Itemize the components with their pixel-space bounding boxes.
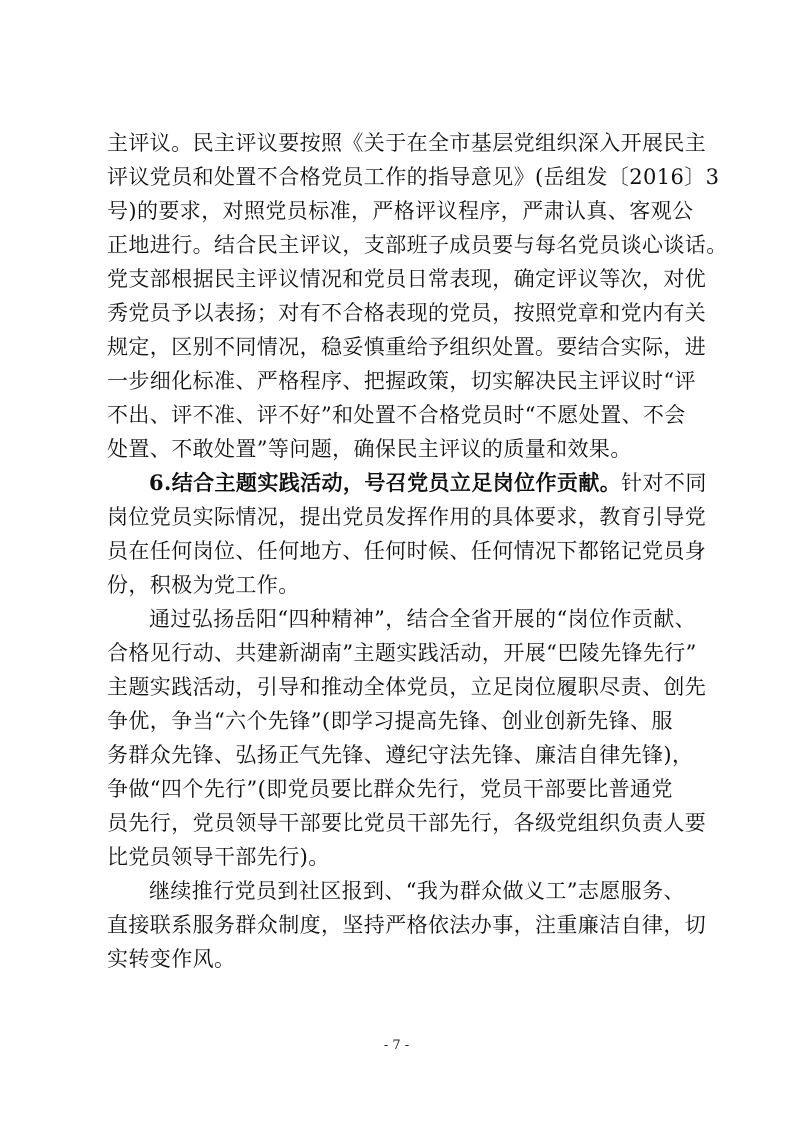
text-line: 员在任何岗位、任何地方、任何时候、任何情况下都铭记党员身	[107, 539, 707, 563]
text-line: 岗位党员实际情况，提出党员发挥作用的具体要求，教育引导党	[107, 505, 707, 529]
text-line: 正地进行。结合民主评议，支部班子成员要与每名党员谈心谈话。	[107, 233, 728, 257]
text-fragment: 针对不同	[621, 471, 707, 495]
text-line: 争做“四个先行”(即党员要比群众先行，党员干部要比普通党	[107, 777, 673, 801]
text-line: 评议党员和处置不合格党员工作的指导意见》(岳组发〔2016〕3	[107, 165, 720, 189]
text-line	[107, 466, 707, 500]
text-line: 一步细化标准、严格程序、把握政策，切实解决民主评议时“评	[107, 369, 696, 393]
text-line: 争优，争当“六个先锋”(即学习提高先锋、创业创新先锋、服	[107, 709, 673, 733]
text-line: 务群众先锋、弘扬正气先锋、遵纪守法先锋、廉洁自律先锋)，	[107, 743, 694, 767]
text-line: 处置、不敢处置”等问题，确保民主评议的质量和效果。	[107, 437, 632, 461]
text-line: 主评议。民主评议要按照《关于在全市基层党组织深入开展民主	[107, 131, 707, 155]
section-heading: 6.结合主题实践活动，号召党员立足岗位作贡献。	[149, 470, 622, 495]
page-number: - 7 -	[383, 1038, 410, 1053]
text-line: 主题实践活动，引导和推动全体党员，立足岗位履职尽责、创先	[107, 675, 707, 699]
text-line: 份，积极为党工作。	[107, 573, 300, 597]
body-text	[107, 126, 728, 976]
text-line: 比党员领导干部先行)。	[107, 845, 330, 869]
paragraph-democratic-review	[107, 126, 728, 466]
text-line: 党支部根据民主评议情况和党员日常表现，确定评议等次，对优	[107, 267, 707, 291]
text-line: 直接联系服务群众制度，坚持严格依法办事，注重廉洁自律，切	[107, 913, 707, 937]
text-line: 合格见行动、共建新湖南”主题实践活动，开展“巴陵先锋先行”	[107, 641, 697, 665]
text-line: 号)的要求，对照党员标准，严格评议程序，严肃认真、客观公	[107, 199, 694, 223]
text-line: 秀党员予以表扬；对有不合格表现的党员，按照党章和党内有关	[107, 301, 707, 325]
paragraph-community-service	[107, 874, 707, 976]
text-line: 继续推行党员到社区报到、“我为群众做义工”志愿服务、	[149, 879, 685, 903]
text-line: 规定，区别不同情况，稳妥慎重给予组织处置。要结合实际，进	[107, 335, 707, 359]
text-line: 不出、评不准、评不好”和处置不合格党员时“不愿处置、不会	[107, 403, 686, 427]
paragraph-item-6	[107, 466, 707, 602]
paragraph-four-spirits	[107, 602, 707, 874]
text-line: 员先行，党员领导干部要比党员干部先行，各级党组织负责人要	[107, 811, 707, 835]
text-line: 通过弘扬岳阳“四种精神”，结合全省开展的“岗位作贡献、	[149, 607, 697, 631]
text-line: 实转变作风。	[107, 947, 236, 971]
